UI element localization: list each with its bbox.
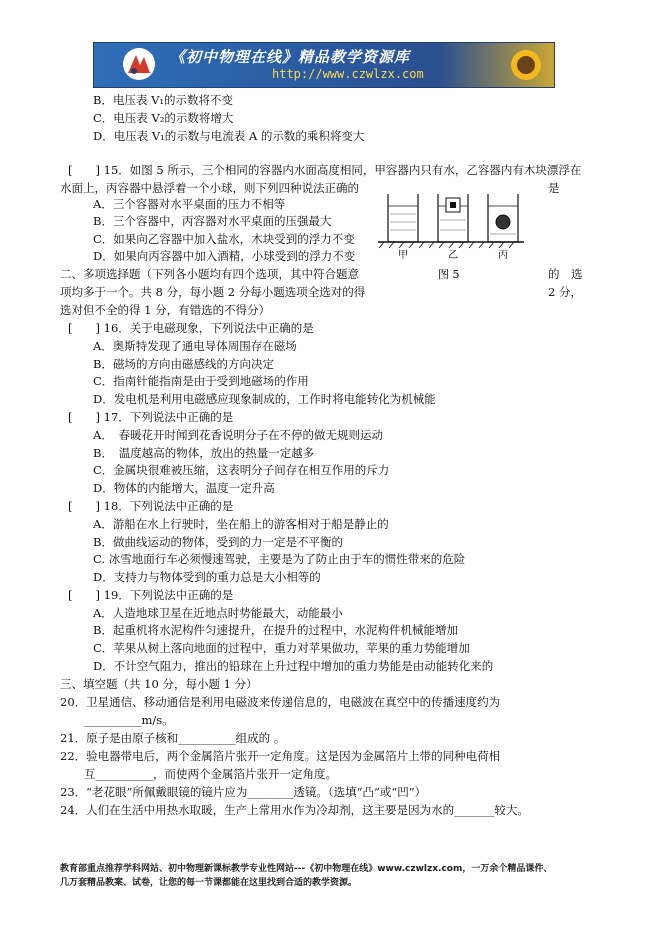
text-line: A．奥斯特发现了通电导体周围存在磁场 xyxy=(93,339,297,353)
text-line: 的 选 xyxy=(548,267,583,281)
text-line: A．三个容器对水平桌面的压力不相等 xyxy=(93,197,286,211)
sunflower-icon xyxy=(502,45,550,85)
text-line: C. 冰雪地面行车必须慢速驾驶，主要是为了防止由于车的惯性带来的危险 xyxy=(93,552,466,566)
text-line: 2 分， xyxy=(548,285,582,299)
text-line: [ ] 16．关于电磁现象，下列说法中正确的是 xyxy=(68,321,314,335)
label-jia: 甲 xyxy=(398,250,408,261)
text-line: A． 春暖花开时闻到花香说明分子在不停的做无规则运动 xyxy=(93,428,384,442)
text-line: __________m/s。 xyxy=(84,713,174,727)
text-line: C．金属块很难被压缩，这表明分子间存在相互作用的斥力 xyxy=(93,463,390,477)
text-line: A．游船在水上行驶时，坐在船上的游客相对于船是静止的 xyxy=(93,517,389,531)
text-line: 选对但不全的得 1 分，有错选的不得分） xyxy=(60,303,271,317)
text-line: 项均多于一个。共 8 分，每小题 2 分每小题选项全选对的得 xyxy=(60,285,366,299)
text-line: 互__________，而使两个金属箔片张开一定角度。 xyxy=(84,767,337,781)
container-yi xyxy=(438,194,468,242)
text-line: 三、填空题（共 10 分，每小题 1 分） xyxy=(60,677,258,691)
text-line: 20．卫星通信、移动通信是利用电磁波来传递信息的，电磁波在真空中的传播速度约为 xyxy=(60,695,501,709)
text-line: B．电压表 V₁的示数将不变 xyxy=(93,93,234,107)
text-line: D．如果向丙容器中加入酒精，小球受到的浮力不变 xyxy=(93,249,356,263)
text-line: [ ] 15．如图 5 所示，三个相同的容器内水面高度相同，甲容器内只有水，乙容器内有木块漂浮在 xyxy=(68,163,582,177)
text-line: B．三个容器中，丙容器对水平桌面的压强最大 xyxy=(93,214,332,228)
text-line: B．磁场的方向由磁感线的方向决定 xyxy=(93,357,274,371)
text-line: D．物体的内能增大，温度一定升高 xyxy=(93,481,275,495)
text-line: C．苹果从树上落向地面的过程中，重力对苹果做功，苹果的重力势能增加 xyxy=(93,641,470,655)
banner-url[interactable]: http://www.czwlzx.com xyxy=(272,67,424,81)
text-line: A．人造地球卫星在近地点时势能最大，动能最小 xyxy=(93,606,343,620)
text-line: B．做曲线运动的物体，受到的力一定是不平衡的 xyxy=(93,535,343,549)
banner-title: 《初中物理在线》精品教学资源库 xyxy=(170,48,411,66)
text-line: C．指南针能指南是由于受到地磁场的作用 xyxy=(93,374,309,388)
text-line: C．如果向乙容器中加入盐水，木块受到的浮力不变 xyxy=(93,232,355,246)
text-line: 23．“老花眼”所佩戴眼镜的镜片应为________透镜。（选填“凸”或“凹”） xyxy=(60,785,427,799)
text-line: [ ] 17．下列说法中正确的是 xyxy=(68,410,234,424)
container-jia xyxy=(388,194,418,242)
text-line: 22．验电器带电后，两个金属箔片张开一定角度。这是因为金属箔片上带的同种电荷相 xyxy=(60,749,501,763)
figure-5-containers xyxy=(376,190,526,290)
text-line: 是 xyxy=(548,181,560,195)
text-line: B． 温度越高的物体，放出的热量一定越多 xyxy=(93,446,315,460)
text-line: C．电压表 V₂的示数将增大 xyxy=(93,111,234,125)
label-bing: 丙 xyxy=(498,250,508,261)
label-yi: 乙 xyxy=(448,250,458,261)
page-footer xyxy=(60,862,620,890)
text-line: 21．原子是由原子核和__________组成的 。 xyxy=(60,731,286,745)
container-bing xyxy=(488,194,518,242)
footer-line-2: 几万套精品教案、试卷，让您的每一节课都能在这里找到合适的教学资源。 xyxy=(60,878,358,888)
footer-line-1: 教育部重点推荐学科网站、初中物理新课标教学专业性网站---《初中物理在线》www.czwlzx.com，一万余个精品课件、 xyxy=(60,864,553,874)
text-line: 水面上，丙容器中悬浮着一个小球，则下列四种说法正确的 xyxy=(60,181,359,195)
header-banner xyxy=(93,42,555,88)
text-line: D．不计空气阻力，推出的铅球在上升过程中增加的重力势能是由动能转化来的 xyxy=(93,659,494,673)
text-line: [ ] 18．下列说法中正确的是 xyxy=(68,499,234,513)
text-line: D．发电机是利用电磁感应现象制成的，工作时将电能转化为机械能 xyxy=(93,392,436,406)
text-line: 二、多项选择题（下列各小题均有四个选项，其中符合题意 xyxy=(60,267,359,281)
figure-caption: 图 5 xyxy=(438,268,460,281)
text-line: D．电压表 V₁的示数与电流表 A 的示数的乘积将变大 xyxy=(93,129,365,143)
logo-icon xyxy=(122,47,156,81)
text-line: [ ] 19．下列说法中正确的是 xyxy=(68,588,234,602)
text-line: D．支持力与物体受到的重力总是大小相等的 xyxy=(93,570,321,584)
text-line: 24．人们在生活中用热水取暖，生产上常用水作为冷却剂，这主要是因为水的_______较大。 xyxy=(60,803,529,817)
text-line: B．起重机将水泥构件匀速提升，在提升的过程中，水泥构件机械能增加 xyxy=(93,623,458,637)
